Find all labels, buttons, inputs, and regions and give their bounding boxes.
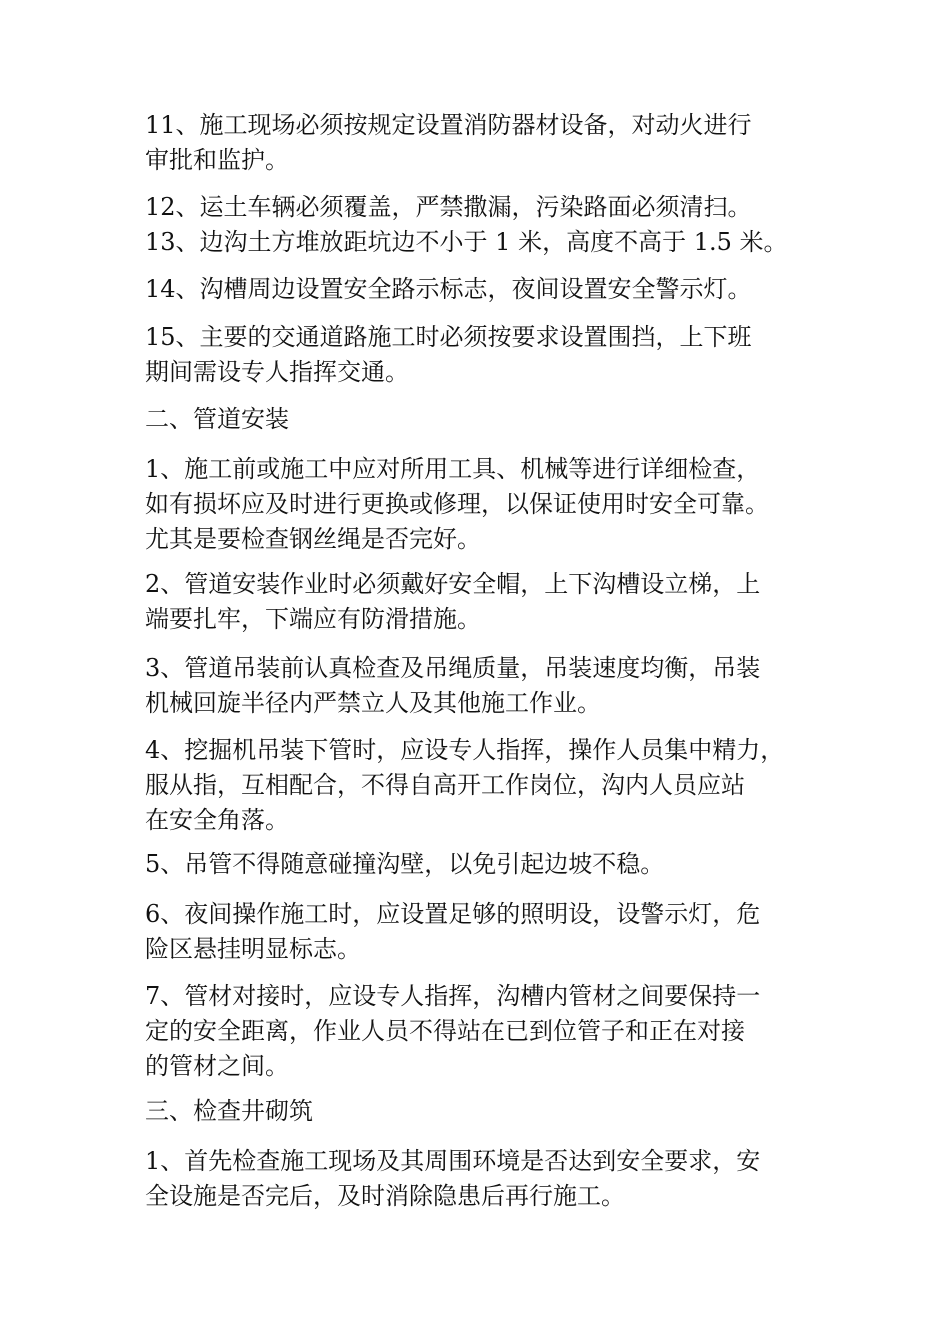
section-heading: 二、管道安装 xyxy=(145,405,289,433)
paragraph-12-13 xyxy=(145,190,845,260)
text-line: 的管材之间。 xyxy=(145,1052,289,1080)
paragraph-11 xyxy=(145,108,845,178)
text-line: 1、施工前或施工中应对所用工具、机械等进行详细检查， xyxy=(145,455,761,483)
section-heading-manhole-masonry xyxy=(145,1094,845,1129)
paragraph-pipe-3 xyxy=(145,651,845,721)
paragraph-14 xyxy=(145,272,845,307)
paragraph-pipe-7 xyxy=(145,979,845,1084)
text-line: 全设施是否完后，及时消除隐患后再行施工。 xyxy=(145,1182,625,1210)
text-line: 机械回旋半径内严禁立人及其他施工作业。 xyxy=(145,689,601,717)
text-line: 15、主要的交通道路施工时必须按要求设置围挡，上下班 xyxy=(145,323,752,351)
text-line: 在安全角落。 xyxy=(145,806,289,834)
text-line: 如有损坏应及时进行更换或修理，以保证使用时安全可靠。 xyxy=(145,490,769,518)
paragraph-pipe-1 xyxy=(145,452,845,557)
text-line: 11、施工现场必须按规定设置消防器材设备，对动火进行 xyxy=(145,111,752,139)
text-line: 4、挖掘机吊装下管时，应设专人指挥，操作人员集中精力， xyxy=(145,736,785,764)
paragraph-manhole-1 xyxy=(145,1144,845,1214)
text-line: 7、管材对接时，应设专人指挥，沟槽内管材之间要保持一 xyxy=(145,982,761,1010)
text-line: 期间需设专人指挥交通。 xyxy=(145,358,409,386)
paragraph-pipe-6 xyxy=(145,897,845,967)
text-line: 14、沟槽周边设置安全路示标志，夜间设置安全警示灯。 xyxy=(145,275,752,303)
text-line: 服从指，互相配合，不得自高开工作岗位，沟内人员应站 xyxy=(145,771,745,799)
text-line: 1、首先检查施工现场及其周围环境是否达到安全要求，安 xyxy=(145,1147,761,1175)
text-line: 审批和监护。 xyxy=(145,146,289,174)
text-line: 13、边沟土方堆放距坑边不小于 1 米，高度不高于 1.5 米。 xyxy=(145,228,788,256)
section-heading: 三、检查井砌筑 xyxy=(145,1097,313,1125)
text-line: 险区悬挂明显标志。 xyxy=(145,935,361,963)
text-line: 12、运土车辆必须覆盖，严禁撒漏，污染路面必须清扫。 xyxy=(145,193,752,221)
text-line: 3、管道吊装前认真检查及吊绳质量，吊装速度均衡，吊装 xyxy=(145,654,761,682)
paragraph-pipe-2 xyxy=(145,567,845,637)
text-line: 尤其是要检查钢丝绳是否完好。 xyxy=(145,525,481,553)
text-line: 2、管道安装作业时必须戴好安全帽，上下沟槽设立梯，上 xyxy=(145,570,761,598)
text-line: 5、吊管不得随意碰撞沟壁，以免引起边坡不稳。 xyxy=(145,850,665,878)
section-heading-pipe-installation xyxy=(145,402,845,437)
text-line: 定的安全距离，作业人员不得站在已到位管子和正在对接 xyxy=(145,1017,745,1045)
text-line: 端要扎牢，下端应有防滑措施。 xyxy=(145,605,481,633)
paragraph-pipe-5 xyxy=(145,847,845,882)
paragraph-pipe-4 xyxy=(145,733,845,838)
text-line: 6、夜间操作施工时，应设置足够的照明设，设警示灯，危 xyxy=(145,900,761,928)
paragraph-15 xyxy=(145,320,845,390)
